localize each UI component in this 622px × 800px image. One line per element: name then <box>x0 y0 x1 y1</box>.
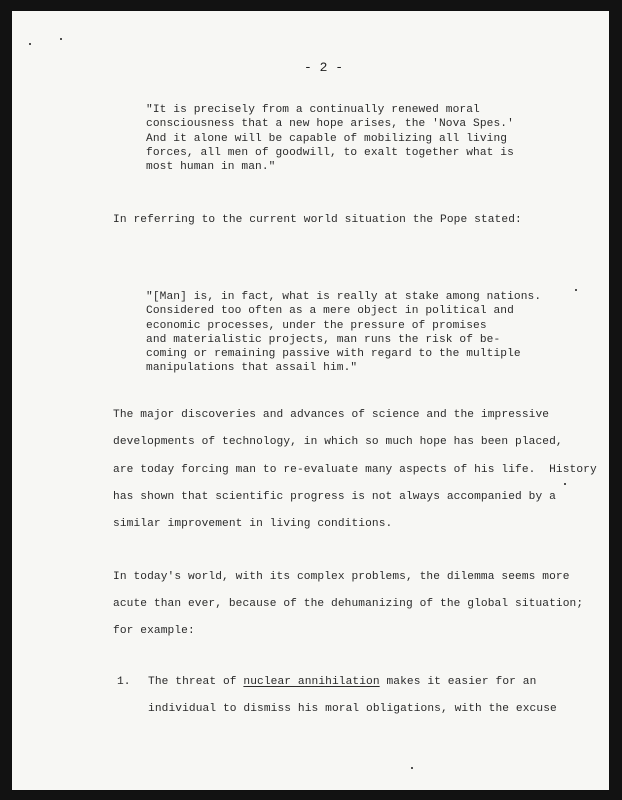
scan-speck <box>575 289 577 291</box>
paragraph1-line: The major discoveries and advances of science and the impressive <box>113 409 550 421</box>
scan-speck <box>60 38 62 40</box>
quote2-line: Considered too often as a mere object in political and <box>146 305 514 318</box>
quote1-line: "It is precisely from a continually renewed moral <box>146 104 480 116</box>
page-number: - 2 - <box>304 60 344 75</box>
scan-speck <box>564 483 566 485</box>
scan-speck <box>29 43 31 45</box>
document-page <box>12 11 609 790</box>
list-item-underlined: nuclear annihilation <box>243 676 380 688</box>
paragraph1-line: has shown that scientific progress is not always accompanied by a <box>113 491 556 503</box>
list-item-line-2: individual to dismiss his moral obligations, with the excuse <box>148 703 557 715</box>
paragraph1-line: are today forcing man to re-evaluate many aspects of his life. History <box>113 464 597 476</box>
quote1-line: And it alone will be capable of mobilizing all living <box>146 132 508 145</box>
paragraph2-line: acute than ever, because of the dehumanizing of the global situation; <box>113 598 584 610</box>
quote2-line: manipulations that assail him." <box>146 362 358 375</box>
paragraph1-line: developments of technology, in which so much hope has been placed, <box>113 436 563 448</box>
paragraph2-line: In today's world, with its complex problems, the dilemma seems more <box>113 571 570 583</box>
scan-speck <box>411 767 413 769</box>
list-item-prefix: The threat of <box>148 676 244 688</box>
quote2-line: coming or remaining passive with regard to the multiple <box>146 348 521 361</box>
intro-line: In referring to the current world situation the Pope stated: <box>113 214 522 226</box>
quote-block-2 <box>146 290 542 376</box>
quote1-line: forces, all men of goodwill, to exalt together what is <box>146 146 514 159</box>
quote2-line: economic processes, under the pressure of promises <box>146 319 487 332</box>
paragraph1-line: similar improvement in living conditions. <box>113 518 393 530</box>
list-item-number: 1. <box>117 676 131 688</box>
paragraph2-line: for example: <box>113 625 195 637</box>
quote-block-1 <box>146 103 514 174</box>
quote1-line: consciousness that a new hope arises, the 'Nova Spes.' <box>146 118 514 131</box>
list-item-line-1 <box>148 676 536 688</box>
list-item-suffix: makes it easier for an <box>379 676 537 688</box>
quote1-line: most human in man." <box>146 161 276 174</box>
quote2-line: "[Man] is, in fact, what is really at stake among nations. <box>146 291 542 303</box>
quote2-line: and materialistic projects, man runs the risk of be- <box>146 333 501 346</box>
